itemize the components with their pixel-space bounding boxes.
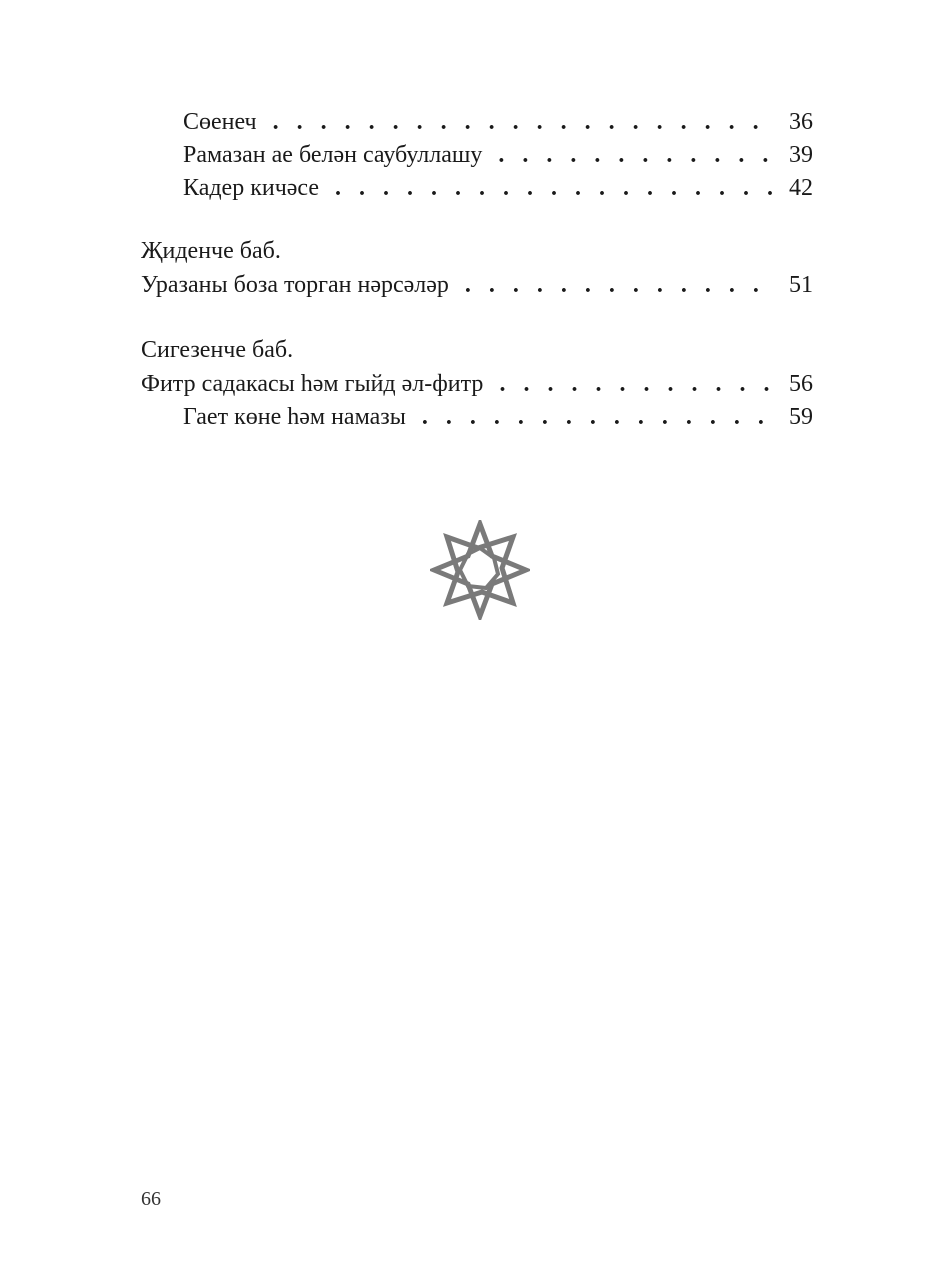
toc-entry-page: 36 — [789, 109, 813, 135]
toc-entry-page: 51 — [789, 272, 813, 298]
toc-chapter-entry[interactable] — [141, 367, 813, 401]
dot-leader — [335, 171, 775, 205]
toc-entry[interactable] — [141, 400, 813, 434]
toc-entry-page: 59 — [789, 404, 813, 430]
toc-entry-label: Рамазан ае белән саубуллашу — [183, 142, 483, 168]
chapter-heading: Җиденче баб. — [141, 238, 281, 264]
toc-chapter-entry[interactable] — [141, 268, 813, 302]
toc-entry-label: Сөенеч — [183, 109, 257, 135]
toc-entry-label: Кадер кичәсе — [183, 175, 320, 201]
toc-entry[interactable] — [141, 105, 813, 139]
page-number: 66 — [141, 1188, 161, 1210]
octagram-knot-ornament-icon — [430, 520, 530, 620]
dot-leader — [499, 367, 775, 401]
toc-entry-page: 56 — [789, 371, 813, 397]
dot-leader — [465, 268, 775, 302]
toc-entry[interactable] — [141, 138, 813, 172]
toc-entry[interactable] — [141, 171, 813, 205]
toc-entry-label: Уразаны боза торган нәрсәләр — [141, 272, 449, 298]
dot-leader — [422, 400, 775, 434]
toc-entry-label: Фитр садакасы һәм гыйд әл-фитр — [141, 371, 484, 397]
dot-leader — [273, 105, 775, 139]
dot-leader — [498, 138, 775, 172]
toc-entry-page: 42 — [789, 175, 813, 201]
chapter-heading: Сигезенче баб. — [141, 337, 294, 363]
toc-entry-page: 39 — [789, 142, 813, 168]
toc-entry-label: Гает көне һәм намазы — [183, 404, 406, 430]
